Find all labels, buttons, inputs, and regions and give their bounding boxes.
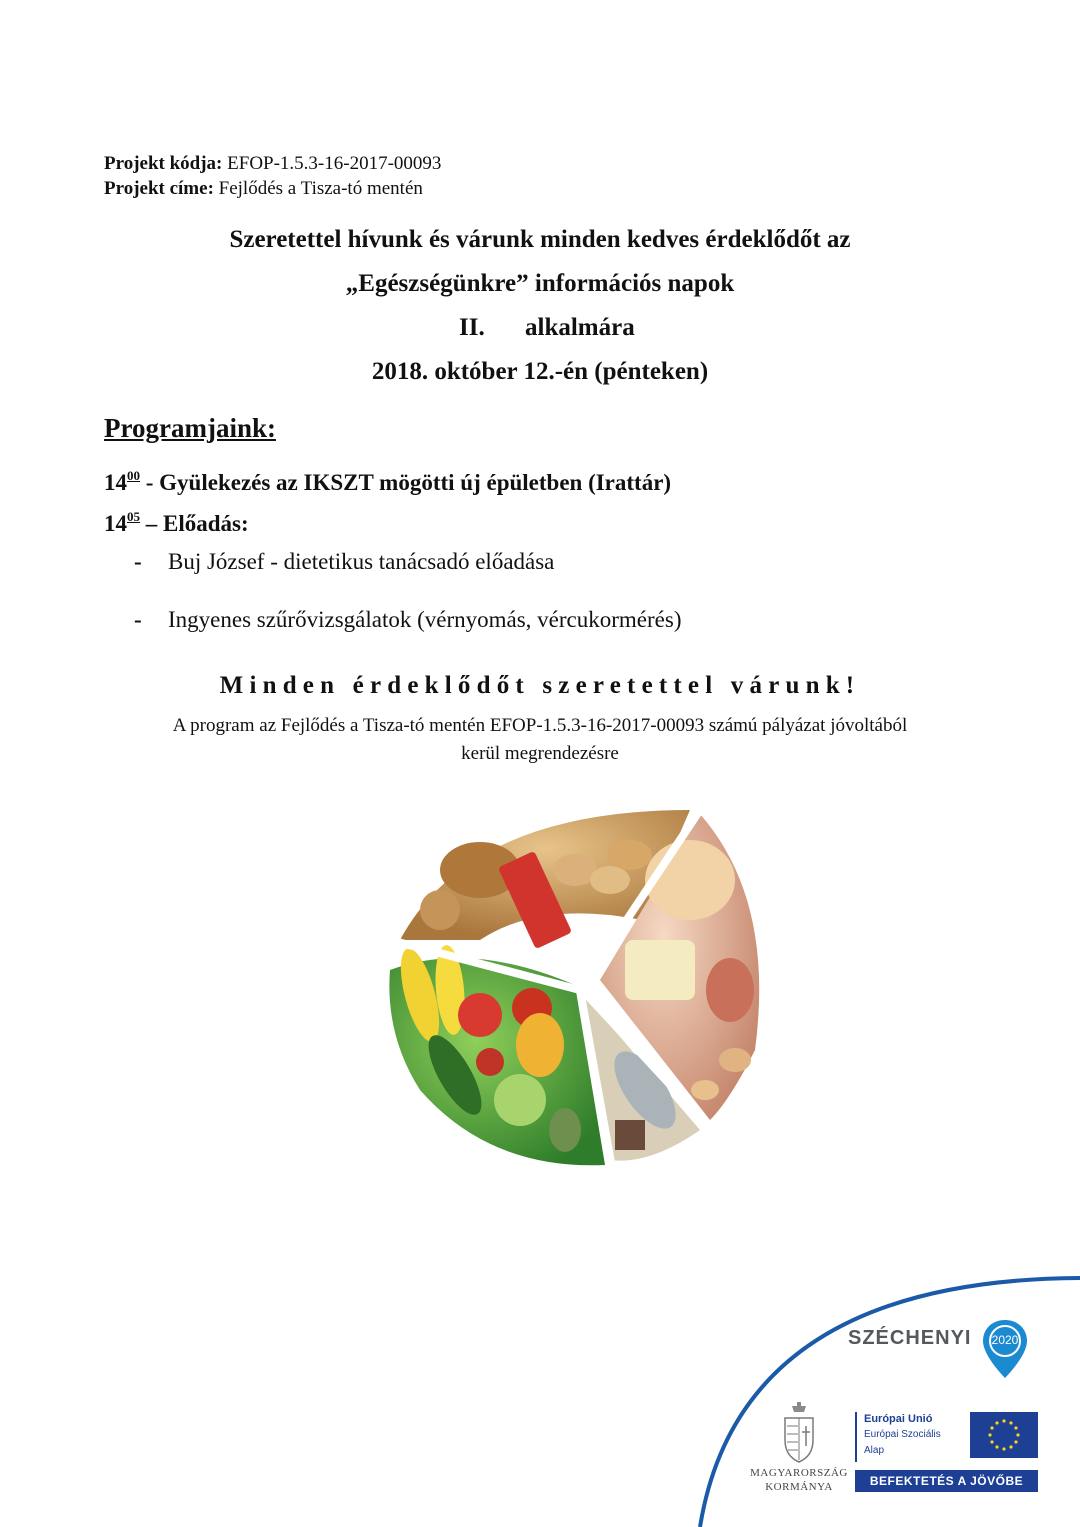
program-item-gathering bbox=[104, 468, 671, 496]
program-item-hour: 14 bbox=[104, 470, 127, 495]
welcome-message: Minden érdeklődőt szeretettel várunk! bbox=[219, 672, 861, 699]
eu-fund-line-2: Alap bbox=[864, 1445, 885, 1456]
invitation-line-2: „Egészségünkre” információs napok bbox=[345, 270, 735, 297]
food-pie-image bbox=[380, 800, 780, 1170]
vegetable-segment bbox=[389, 944, 605, 1165]
occasion-number: II. bbox=[459, 314, 485, 341]
location-pin-icon bbox=[981, 1318, 1029, 1380]
event-date: 2018. október 12.-én (pénteken) bbox=[371, 358, 709, 385]
government-name-line-1: MAGYARORSZÁG bbox=[750, 1467, 848, 1479]
eu-flag-icon bbox=[970, 1412, 1038, 1458]
bullet-dash: - bbox=[134, 607, 142, 632]
szechenyi-logo-text: SZÉCHENYI bbox=[848, 1327, 972, 1349]
bullet-text: Ingyenes szűrővizsgálatok (vérnyomás, vércukormérés) bbox=[168, 607, 682, 632]
eu-investment-banner: BEFEKTETÉS A JÖVŐBE bbox=[855, 1470, 1038, 1492]
project-title-line bbox=[104, 177, 423, 201]
government-name-line-2: KORMÁNYA bbox=[765, 1481, 833, 1493]
szechenyi-year: 2020 bbox=[991, 1333, 1019, 1347]
coat-of-arms-icon bbox=[782, 1402, 816, 1464]
project-code-value: EFOP-1.5.3-16-2017-00093 bbox=[227, 153, 442, 174]
project-code-label: Projekt kódja: bbox=[104, 153, 223, 174]
project-title-label: Projekt címe: bbox=[104, 178, 214, 199]
bullet-text: Buj József - dietetikus tanácsadó előadása bbox=[168, 549, 555, 574]
program-item-lecture bbox=[104, 509, 249, 537]
funding-note-line-2: kerül megrendezésre bbox=[461, 743, 619, 764]
program-item-text: – Előadás: bbox=[145, 511, 249, 536]
eu-fund-line-1: Európai Szociális bbox=[864, 1429, 941, 1440]
eu-divider bbox=[855, 1412, 857, 1462]
project-title-value: Fejlődés a Tisza-tó mentén bbox=[218, 178, 423, 199]
bullet-dash: - bbox=[134, 549, 142, 574]
funding-note-line-1: A program az Fejlődés a Tisza-tó mentén EFOP-1.5.3-16-2017-00093 számú pályázat jóvoltából bbox=[172, 715, 908, 736]
program-item-minute: 05 bbox=[127, 509, 140, 524]
bullet-item-lecture bbox=[134, 549, 554, 575]
bullet-item-screening bbox=[134, 607, 681, 633]
program-item-minute: 00 bbox=[127, 468, 140, 483]
invitation-line-1: Szeretettel hívunk és várunk minden kedves érdeklődőt az bbox=[229, 226, 851, 253]
project-code-line bbox=[104, 152, 441, 176]
program-heading: Programjaink: bbox=[104, 413, 276, 443]
program-item-hour: 14 bbox=[104, 511, 127, 536]
eu-name: Európai Unió bbox=[864, 1413, 933, 1425]
program-item-text: - Gyülekezés az IKSZT mögötti új épületben (Irattár) bbox=[145, 470, 672, 495]
occasion-word: alkalmára bbox=[525, 314, 635, 341]
